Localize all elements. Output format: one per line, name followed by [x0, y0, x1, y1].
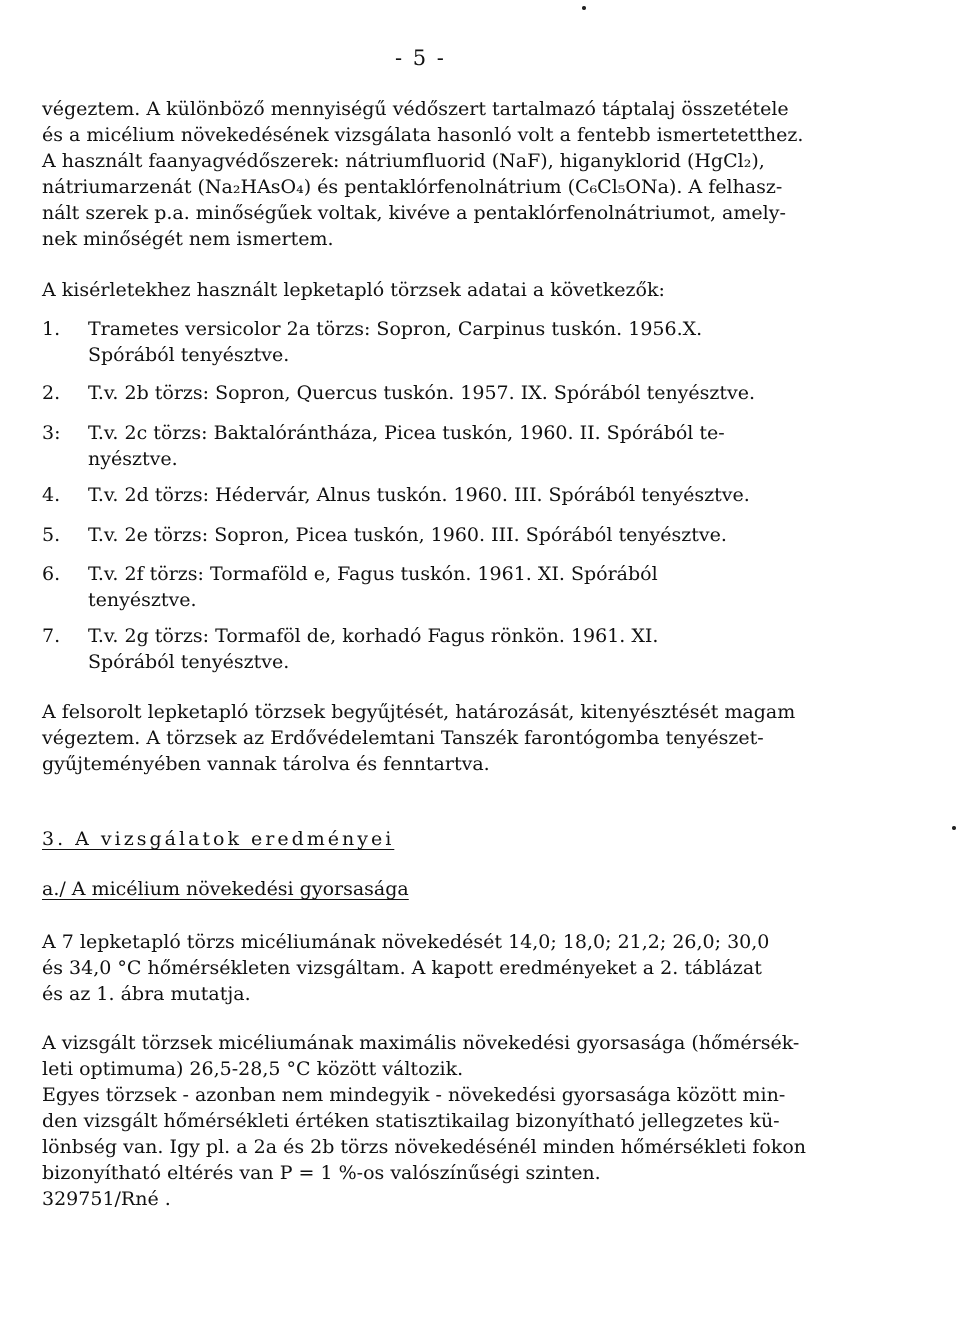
strain-line: tenyésztve.	[88, 589, 197, 611]
intro-line: nek minőségét nem ismertem.	[42, 228, 334, 250]
strain-line: T.v. 2f törzs: Tormaföld e, Fagus tuskón. 1961. XI. Spórából	[88, 563, 658, 585]
section-heading: 3. A vizsgálatok eredményei	[42, 828, 395, 850]
strain-line: T.v. 2c törzs: Baktalórántháza, Picea tuskón, 1960. II. Spórából te-	[88, 422, 725, 444]
strain-number: 1.	[42, 318, 61, 340]
strain-number: 5.	[42, 524, 61, 546]
strains-heading: A kisérletekhez használt lepketapló törzsek adatai a következők:	[42, 279, 665, 301]
optimum-line: Egyes törzsek - azonban nem mindegyik - növekedési gyorsasága között min-	[42, 1084, 786, 1106]
results-line: és 34,0 °C hőmérsékleten vizsgáltam. A kapott eredményeket a 2. táblázat	[42, 957, 762, 979]
collection-line: végeztem. A törzsek az Erdővédelemtani Tanszék farontógomba tenyészet-	[42, 727, 764, 749]
strain-line: T.v. 2g törzs: Tormaföl de, korhadó Fagus rönkön. 1961. XI.	[88, 625, 659, 647]
strain-line: Trametes versicolor 2a törzs: Sopron, Carpinus tuskón. 1956.X.	[88, 318, 703, 340]
intro-line: nátriumarzenát (Na₂HAsO₄) és pentaklórfenolnátrium (C₆Cl₅ONa). A felhasz-	[42, 176, 783, 198]
optimum-line: den vizsgált hőmérsékleti értéken statisztikailag bizonyítható jellegzetes kü-	[42, 1110, 780, 1132]
intro-paragraph	[42, 96, 862, 252]
optimum-paragraph	[42, 1030, 862, 1186]
strain-number: 4.	[42, 484, 61, 506]
optimum-line: lönbség van. Igy pl. a 2a és 2b törzs növekedésénél minden hőmérsékleti fokon	[42, 1136, 807, 1158]
strain-line: T.v. 2e törzs: Sopron, Picea tuskón, 1960. III. Spórából tenyésztve.	[88, 524, 727, 546]
intro-line: és a micélium növekedésének vizsgálata hasonló volt a fentebb ismertetetthez.	[42, 124, 804, 146]
footer-code: 329751/Rné .	[42, 1188, 171, 1210]
strain-number: 6.	[42, 563, 61, 585]
strain-number: 3:	[42, 422, 61, 444]
results-line: A 7 lepketapló törzs micéliumának növekedését 14,0; 18,0; 21,2; 26,0; 30,0	[42, 931, 770, 953]
collection-line: gyűjteményében vannak tárolva és fenntartva.	[42, 753, 490, 775]
strain-number: 2.	[42, 382, 61, 404]
optimum-line: A vizsgált törzsek micéliumának maximális növekedési gyorsasága (hőmérsék-	[42, 1032, 800, 1054]
intro-line: végeztem. A különböző mennyiségű védőszert tartalmazó táptalaj összetétele	[42, 98, 789, 120]
strain-line: Spórából tenyésztve.	[88, 344, 290, 366]
subsection-heading: a./ A micélium növekedési gyorsasága	[42, 878, 409, 900]
strain-line: nyésztve.	[88, 448, 178, 470]
results-paragraph	[42, 929, 862, 1007]
page-number: - 5 -	[395, 46, 446, 70]
intro-line: A használt faanyagvédőszerek: nátriumfluorid (NaF), higanyklorid (HgCl₂),	[42, 150, 765, 172]
optimum-line: bizonyítható eltérés van P = 1 %-os valószínűségi szinten.	[42, 1162, 601, 1184]
intro-line: nált szerek p.a. minőségűek voltak, kivéve a pentaklórfenolnátriumot, amely-	[42, 202, 786, 224]
results-line: és az 1. ábra mutatja.	[42, 983, 251, 1005]
strain-line: T.v. 2b törzs: Sopron, Quercus tuskón. 1957. IX. Spórából tenyésztve.	[88, 382, 756, 404]
scan-speck	[952, 826, 956, 830]
scan-speck	[582, 6, 586, 10]
strain-line: Spórából tenyésztve.	[88, 651, 290, 673]
optimum-line: leti optimuma) 26,5-28,5 °C között változik.	[42, 1058, 464, 1080]
collection-paragraph	[42, 699, 862, 777]
strain-number: 7.	[42, 625, 61, 647]
strain-line: T.v. 2d törzs: Hédervár, Alnus tuskón. 1960. III. Spórából tenyésztve.	[88, 484, 750, 506]
collection-line: A felsorolt lepketapló törzsek begyűjtését, határozását, kitenyésztését magam	[42, 701, 796, 723]
